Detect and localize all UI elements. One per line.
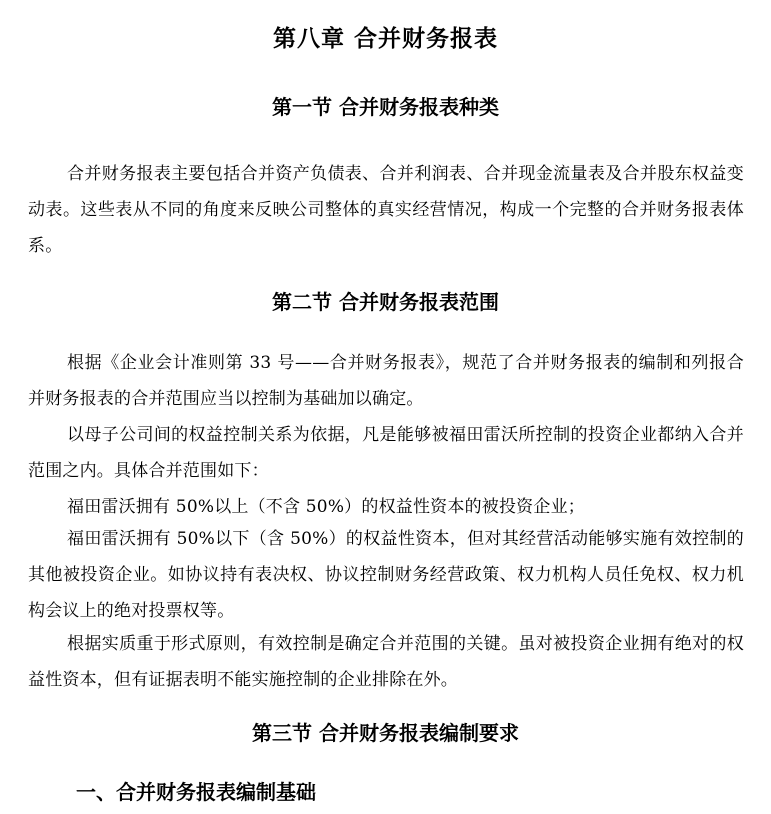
chapter-title: 第八章 合并财务报表 — [272, 25, 498, 52]
section-2-paragraph-5: 根据实质重于形式原则，有效控制是确定合并范围的关键。虽对被投资企业拥有绝对的权益性资本，但有证据表明不能实施控制的企业排除在外。 — [28, 634, 744, 690]
section-2-paragraph-1: 根据《企业会计准则第 33 号——合并财务报表》，规范了合并财务报表的编制和列报合并财务报表的合并范围应当以控制为基础加以确定。 — [28, 353, 744, 409]
section-2-title: 第二节 合并财务报表范围 — [272, 290, 499, 314]
section-1-title: 第一节 合并财务报表种类 — [272, 95, 499, 119]
section-2-paragraph-2: 以母子公司间的权益控制关系为依据，凡是能够被福田雷沃所控制的投资企业都纳入合并范围之内。具体合并范围如下： — [28, 425, 744, 481]
section-2-paragraph-3: 福田雷沃拥有 50%以上（不含 50%）的权益性资本的被投资企业； — [67, 497, 585, 517]
section-2-paragraph-4: 福田雷沃拥有 50%以下（含 50%）的权益性资本，但对其经营活动能够实施有效控制的其他被投资企业。如协议持有表决权、协议控制财务经营政策、权力机构人员任免权、权力机构会议上的绝对投票权等。 — [28, 529, 744, 621]
section-3-title: 第三节 合并财务报表编制要求 — [252, 721, 519, 745]
section-3-subsection-1-title: 一、合并财务报表编制基础 — [76, 780, 316, 804]
section-1-paragraph-1: 合并财务报表主要包括合并资产负债表、合并利润表、合并现金流量表及合并股东权益变动表。这些表从不同的角度来反映公司整体的真实经营情况，构成一个完整的合并财务报表体系。 — [28, 164, 744, 256]
